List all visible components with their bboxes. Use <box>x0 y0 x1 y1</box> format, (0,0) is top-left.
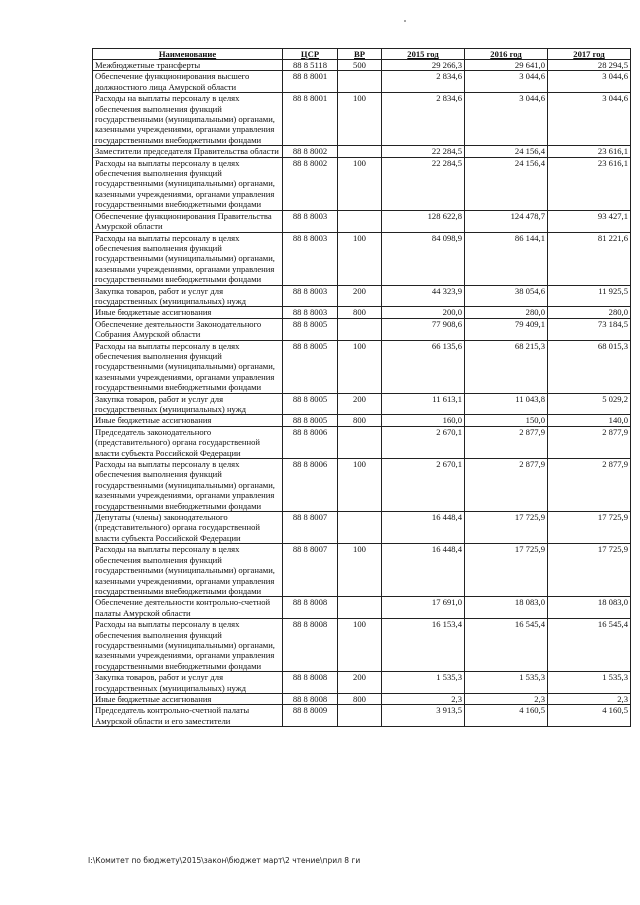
cell-2016: 2 877,9 <box>465 426 548 458</box>
cell-vr: 100 <box>338 93 382 146</box>
cell-csr: 88 8 8006 <box>283 459 338 512</box>
cell-vr: 200 <box>338 672 382 694</box>
cell-vr: 800 <box>338 693 382 704</box>
cell-2017: 1 535,3 <box>548 672 631 694</box>
cell-vr: 100 <box>338 340 382 393</box>
cell-2016: 86 144,1 <box>465 232 548 285</box>
cell-vr: 800 <box>338 307 382 318</box>
cell-2017: 2 877,9 <box>548 459 631 512</box>
budget-sheet <box>92 48 630 727</box>
table-row <box>93 285 631 307</box>
cell-2016: 2 877,9 <box>465 459 548 512</box>
cell-2016: 17 725,9 <box>465 544 548 597</box>
cell-name: Расходы на выплаты персоналу в целях обеспечения выполнения функций государственными (муниципальными) органами, казенными учреждениями, органами управления государственными внебюджетными фондами <box>93 93 283 146</box>
table-row <box>93 415 631 426</box>
table-body <box>93 60 631 727</box>
table-row <box>93 619 631 672</box>
cell-csr: 88 8 8001 <box>283 93 338 146</box>
cell-2017: 23 616,1 <box>548 146 631 157</box>
cell-2017: 16 545,4 <box>548 619 631 672</box>
cell-vr: 200 <box>338 285 382 307</box>
file-path-footer: I:\Комитет по бюджету\2015\закон\бюджет март\2 чтение\прил 8 ги <box>88 856 361 865</box>
cell-name: Иные бюджетные ассигнования <box>93 415 283 426</box>
cell-2017: 68 015,3 <box>548 340 631 393</box>
cell-name: Расходы на выплаты персоналу в целях обеспечения выполнения функций государственными (муниципальными) органами, казенными учреждениями, органами управления государственными внебюджетными фондами <box>93 157 283 210</box>
cell-2016: 11 043,8 <box>465 393 548 415</box>
cell-2015: 11 613,1 <box>382 393 465 415</box>
cell-vr: 800 <box>338 415 382 426</box>
cell-2016: 280,0 <box>465 307 548 318</box>
cell-name: Расходы на выплаты персоналу в целях обеспечения выполнения функций государственными (муниципальными) органами, казенными учреждениями, органами управления государственными внебюджетными фондами <box>93 459 283 512</box>
cell-csr: 88 8 8008 <box>283 597 338 619</box>
cell-2015: 84 098,9 <box>382 232 465 285</box>
cell-2015: 3 913,5 <box>382 705 465 727</box>
cell-2015: 16 448,4 <box>382 512 465 544</box>
cell-name: Председатель законодательного (представительного) органа государственной власти субъекта Российской Федерации <box>93 426 283 458</box>
cell-name: Закупка товаров, работ и услуг для государственных (муниципальных) нужд <box>93 672 283 694</box>
cell-name: Обеспечение деятельности Законодательного Собрания Амурской области <box>93 318 283 340</box>
table-row <box>93 157 631 210</box>
table-row <box>93 93 631 146</box>
cell-2015: 29 266,3 <box>382 60 465 71</box>
cell-2017: 28 294,5 <box>548 60 631 71</box>
header-2017: 2017 год <box>548 49 631 60</box>
cell-name: Межбюджетные трансферты <box>93 60 283 71</box>
header-csr: ЦСР <box>283 49 338 60</box>
cell-2015: 22 284,5 <box>382 157 465 210</box>
cell-2016: 124 478,7 <box>465 210 548 232</box>
cell-2016: 38 054,6 <box>465 285 548 307</box>
cell-2015: 160,0 <box>382 415 465 426</box>
table-row <box>93 210 631 232</box>
cell-csr: 88 8 8003 <box>283 307 338 318</box>
cell-2017: 11 925,5 <box>548 285 631 307</box>
cell-2016: 16 545,4 <box>465 619 548 672</box>
cell-csr: 88 8 8002 <box>283 157 338 210</box>
cell-csr: 88 8 8003 <box>283 285 338 307</box>
cell-2016: 68 215,3 <box>465 340 548 393</box>
cell-csr: 88 8 8007 <box>283 512 338 544</box>
cell-csr: 88 8 8003 <box>283 232 338 285</box>
header-2016: 2016 год <box>465 49 548 60</box>
cell-name: Иные бюджетные ассигнования <box>93 307 283 318</box>
cell-2017: 73 184,5 <box>548 318 631 340</box>
cell-2017: 81 221,6 <box>548 232 631 285</box>
cell-csr: 88 8 8008 <box>283 672 338 694</box>
table-row <box>93 459 631 512</box>
cell-csr: 88 8 8005 <box>283 318 338 340</box>
cell-csr: 88 8 8002 <box>283 146 338 157</box>
cell-2016: 150,0 <box>465 415 548 426</box>
cell-name: Обеспечение функционирования Правительства Амурской области <box>93 210 283 232</box>
table-row <box>93 544 631 597</box>
cell-2016: 79 409,1 <box>465 318 548 340</box>
cell-vr <box>338 71 382 93</box>
cell-csr: 88 8 8006 <box>283 426 338 458</box>
cell-2015: 16 153,4 <box>382 619 465 672</box>
cell-vr: 100 <box>338 619 382 672</box>
cell-2015: 22 284,5 <box>382 146 465 157</box>
table-row <box>93 597 631 619</box>
cell-2016: 3 044,6 <box>465 71 548 93</box>
cell-2015: 2 834,6 <box>382 71 465 93</box>
cell-name: Расходы на выплаты персоналу в целях обеспечения выполнения функций государственными (муниципальными) органами, казенными учреждениями, органами управления государственными внебюджетными фондами <box>93 619 283 672</box>
header-vr: ВР <box>338 49 382 60</box>
table-row <box>93 340 631 393</box>
cell-2017: 17 725,9 <box>548 512 631 544</box>
cell-csr: 88 8 8003 <box>283 210 338 232</box>
cell-2017: 2 877,9 <box>548 426 631 458</box>
cell-csr: 88 8 8007 <box>283 544 338 597</box>
table-row <box>93 307 631 318</box>
cell-2015: 1 535,3 <box>382 672 465 694</box>
cell-2015: 17 691,0 <box>382 597 465 619</box>
cell-name: Закупка товаров, работ и услуг для государственных (муниципальных) нужд <box>93 393 283 415</box>
cell-vr <box>338 318 382 340</box>
cell-2017: 17 725,9 <box>548 544 631 597</box>
cell-2017: 93 427,1 <box>548 210 631 232</box>
cell-2017: 280,0 <box>548 307 631 318</box>
cell-2017: 140,0 <box>548 415 631 426</box>
cell-2015: 2 834,6 <box>382 93 465 146</box>
cell-2015: 2,3 <box>382 693 465 704</box>
cell-csr: 88 8 8005 <box>283 340 338 393</box>
cell-2017: 3 044,6 <box>548 71 631 93</box>
cell-vr <box>338 210 382 232</box>
cell-name: Обеспечение функционирования высшего должностного лица Амурской области <box>93 71 283 93</box>
table-row <box>93 672 631 694</box>
cell-2017: 3 044,6 <box>548 93 631 146</box>
budget-table <box>92 48 631 727</box>
header-2015: 2015 год <box>382 49 465 60</box>
cell-vr: 100 <box>338 232 382 285</box>
cell-vr: 100 <box>338 459 382 512</box>
table-row <box>93 426 631 458</box>
table-row <box>93 146 631 157</box>
cell-vr: 100 <box>338 544 382 597</box>
cell-2015: 128 622,8 <box>382 210 465 232</box>
table-row <box>93 232 631 285</box>
cell-2015: 2 670,1 <box>382 459 465 512</box>
cell-2017: 5 029,2 <box>548 393 631 415</box>
cell-2016: 1 535,3 <box>465 672 548 694</box>
cell-2017: 4 160,5 <box>548 705 631 727</box>
cell-vr <box>338 146 382 157</box>
cell-csr: 88 8 8005 <box>283 415 338 426</box>
cell-name: Обеспечение деятельности контрольно-счетной палаты Амурской области <box>93 597 283 619</box>
cell-csr: 88 8 8008 <box>283 619 338 672</box>
header-row <box>93 49 631 60</box>
cell-csr: 88 8 8008 <box>283 693 338 704</box>
cell-name: Расходы на выплаты персоналу в целях обеспечения выполнения функций государственными (муниципальными) органами, казенными учреждениями, органами управления государственными внебюджетными фондами <box>93 544 283 597</box>
table-row <box>93 693 631 704</box>
cell-2016: 4 160,5 <box>465 705 548 727</box>
cell-csr: 88 8 8009 <box>283 705 338 727</box>
table-row <box>93 60 631 71</box>
cell-name: Иные бюджетные ассигнования <box>93 693 283 704</box>
cell-2016: 29 641,0 <box>465 60 548 71</box>
cell-vr <box>338 705 382 727</box>
cell-vr: 200 <box>338 393 382 415</box>
cell-name: Депутаты (члены) законодательного (представительного) органа государственной власти субъекта Российской Федерации <box>93 512 283 544</box>
cell-2016: 24 156,4 <box>465 157 548 210</box>
cell-2016: 24 156,4 <box>465 146 548 157</box>
table-row <box>93 393 631 415</box>
table-row <box>93 71 631 93</box>
cell-2015: 44 323,9 <box>382 285 465 307</box>
scan-speck <box>404 20 406 22</box>
cell-csr: 88 8 5118 <box>283 60 338 71</box>
cell-2016: 18 083,0 <box>465 597 548 619</box>
cell-vr: 500 <box>338 60 382 71</box>
cell-2015: 77 908,6 <box>382 318 465 340</box>
cell-2017: 2,3 <box>548 693 631 704</box>
cell-name: Заместители председателя Правительства области <box>93 146 283 157</box>
cell-2015: 66 135,6 <box>382 340 465 393</box>
cell-2015: 200,0 <box>382 307 465 318</box>
cell-2015: 2 670,1 <box>382 426 465 458</box>
cell-csr: 88 8 8005 <box>283 393 338 415</box>
cell-csr: 88 8 8001 <box>283 71 338 93</box>
cell-2017: 23 616,1 <box>548 157 631 210</box>
header-name: Наименование <box>93 49 283 60</box>
cell-2015: 16 448,4 <box>382 544 465 597</box>
cell-name: Закупка товаров, работ и услуг для государственных (муниципальных) нужд <box>93 285 283 307</box>
cell-2017: 18 083,0 <box>548 597 631 619</box>
cell-vr: 100 <box>338 157 382 210</box>
cell-2016: 3 044,6 <box>465 93 548 146</box>
table-row <box>93 512 631 544</box>
table-row <box>93 318 631 340</box>
cell-2016: 2,3 <box>465 693 548 704</box>
cell-vr <box>338 512 382 544</box>
cell-name: Расходы на выплаты персоналу в целях обеспечения выполнения функций государственными (муниципальными) органами, казенными учреждениями, органами управления государственными внебюджетными фондами <box>93 340 283 393</box>
table-row <box>93 705 631 727</box>
cell-name: Расходы на выплаты персоналу в целях обеспечения выполнения функций государственными (муниципальными) органами, казенными учреждениями, органами управления государственными внебюджетными фондами <box>93 232 283 285</box>
cell-name: Председатель контрольно-счетной палаты Амурской области и его заместители <box>93 705 283 727</box>
cell-2016: 17 725,9 <box>465 512 548 544</box>
cell-vr <box>338 426 382 458</box>
cell-vr <box>338 597 382 619</box>
